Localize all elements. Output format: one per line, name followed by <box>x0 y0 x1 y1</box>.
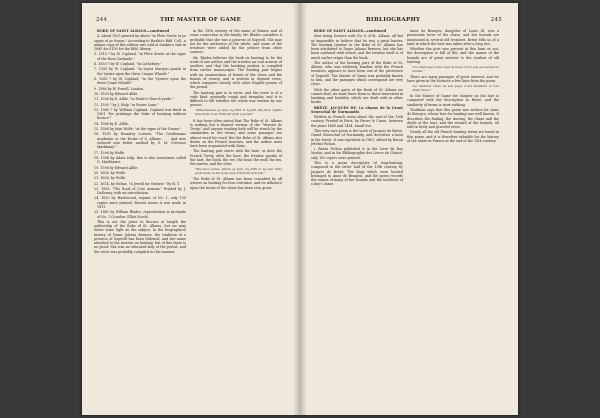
right-page <box>300 3 518 415</box>
body-paragraph: There are many passages of great interest, and we have given in the footnote a few lines from the poem. <box>407 74 499 84</box>
bibliography-entry: 19. 1596 by Edward Allde. <box>94 165 139 170</box>
body-paragraph: The Boke of St. Albans has been consulted by all writers on hunting for four centuries, and its influence upon the terms of the chase has been very great. <box>190 177 282 190</box>
body-paragraph: Written in French verse about the end of the 15th century. Printed in Paris, by Pierre le Caron, between the years 1489 and 1494. Small 8vo. <box>311 115 403 128</box>
left-page <box>82 3 300 415</box>
bibliography-entry: 10. 1595 by Edward Allde. <box>94 91 139 96</box>
verse-quote: "Wheresoever ye fare, by frith or by fell, My dere chylde take hede how Tristram doth you tell." <box>195 108 282 117</box>
bibliography-entry: 25. 1881 by William Blades, reproduction in facsimile of No. 1 (London: Elliot Stock). <box>94 210 186 219</box>
body-paragraph: Whether the poet was present at this hunt or not, the description is full of life, and the names of the hounds are of great interest to the student of old hunting. <box>407 47 499 64</box>
left-column-2 <box>190 29 282 191</box>
bibliography-entry: 11. 1596 by E. Allde, "in Paule's Church yarde." <box>94 97 174 102</box>
book-spread <box>82 3 518 415</box>
book-gutter-shadow <box>293 3 307 415</box>
verse-quote: "My dere sones, where ye fare, by frith or by fell, Take good hede in his tyme how Tristram woll tell." <box>195 166 282 175</box>
body-paragraph: Tradition says that this poem was written for Anne de Beaujeu, whose love for hunting was well known. It describes the finding, the moving, the chase and the death of the hart, and the reward of the hounds, all told in lively and graceful verse. <box>407 108 499 130</box>
bibliography-entry: 7. 1550 by W. Copland, "in Saynt Martyns parish in the Vyntre upon the three Crayne Wharfe." <box>94 67 186 76</box>
bibliography-entry: 22. 1614, by Helme. "A Jewell for Gentrie." By R. T. <box>94 181 180 186</box>
right-column-1 <box>311 29 403 188</box>
bibliography-entry: 9. 1586 by W. Powell, London. <box>94 86 145 91</box>
bibliography-entry: 16. 1595 by Humfrey Lownes, "The Gentlemans Academie or the Booke of S. Albans . . . And now reduced into better method by G. M. (Gervase Markham)." <box>94 132 186 150</box>
body-paragraph: In the Master of Game the chapter on the hart is compared with the description in Brézé, and the similarity of terms is most striking. <box>407 94 499 107</box>
bibliography-entry: 5. 1510 ? by W. Copland, "in Flete Strete at the signe of the Rose Garlande." <box>94 52 186 61</box>
bibliography-entry: 13. 1560 ? by William Copland. Copland was fined in 1561 "for printinge the boke of huntyng without licence." <box>94 107 186 121</box>
bibliography-entry: 18. 1596 by Adam Islip; this is also sometimes called G. Markham's. <box>94 155 186 165</box>
running-title: BIBLIOGRAPHY <box>366 17 421 23</box>
running-title: THE MASTER OF GAME <box>160 17 242 23</box>
body-paragraph: The author of the hunting part of the Boke of St. Albans, who was evidently familiar with the French treatises, appears to have been one of the prioresses of Sopwell. The Master of Game was probably known to him, and the passages which correspond are very close. <box>311 60 403 87</box>
body-paragraph: The hunting part is in verse, and the verse is of a rude kind, generally rough and irregular, and it is difficult to tell whether the whole was written by one person. <box>190 90 282 108</box>
right-column-2 <box>407 29 499 144</box>
bibliography-entry: 6. 1550 ? by W. Copland, "in Lothebury." <box>94 62 162 67</box>
body-paragraph: Nearly all the old French hunting terms are found in this poem, and it is therefore valuable for the history of the chase in France at the end of the 15th century. <box>407 130 499 143</box>
body-paragraph: It has been often stated that The Boke of St. Albans is nothing but a rhymed version of the "Venerie de Twety," and anyone reading both will be struck by the similarities in the terms, and some passages are almost word for word. But the Boke of St. Albans also draws on the French treatises, and the author must have been acquainted with them. <box>190 118 282 148</box>
bibliography-entry: 12. 1595 ? by J. Waly, "in Foster Lane." <box>94 102 159 107</box>
verse-quote: "Ce chien que vous voyez si beau, Il n'a pas son pareil au monde." <box>412 64 499 73</box>
bibliography-entry: 17. 1596 by Wolfe. <box>94 150 126 155</box>
section-heading: BOKE OF SAINT ALBANS—continued <box>97 29 170 33</box>
section-heading: BRÉZÉ, JACQUES DE. La chasse de la Grant Seneschal de Normandie. <box>311 105 403 114</box>
body-paragraph: 4. About 1505 printed by above "in Flete Strete at ye sygne of ye Sonne." According to Hazlitt's Bibl. Coll., a unique copy of this edition was sold at Dunkin's sale in 1880 for £100 for the Bibl. library. <box>94 34 186 52</box>
page-number: 245 <box>490 17 502 23</box>
section-heading: BOKE OF SAINT ALBANS—continued <box>314 29 387 33</box>
body-paragraph: This is a poem descriptive of stag-hunting, composed in the latter half of the 15th century by Jacques de Brézé. The dogs which were hunted belonged to Anne de Beaujeu, and the poem records the names of many of her hounds and the incidents of a day's chase. <box>311 161 403 187</box>
left-column-1 <box>94 29 186 255</box>
bibliography-entry: 14. 1586 by E. Allde. <box>94 121 129 126</box>
body-paragraph: This very rare poem is the work of Jacques de Brézé, Grand Seneschal of Normandy, and describes a hunt in the forest. It was reprinted in 1861, edited by Baron Jérôme Pichon. <box>311 129 403 146</box>
page-number: 244 <box>96 17 108 23</box>
body-paragraph: Anne de Beaujeu, daughter of Louis XI, was a passionate lover of the chase, and her hounds are mentioned in several old treatises. Brézé tells us of a hunt in which the hart was taken after a long run. <box>407 29 499 46</box>
body-paragraph: then doing Science with No. 8 of St. Albans, all but as impossible to believe that he was a great hunter. The hunting treatise in the Boke of St. Albans has been attributed to Dame Juliana Berners, but she has been confused with others, and the treatise itself is of much earlier origin than the book. <box>311 34 403 60</box>
body-paragraph: The hunting part starts with the hare, as does the French Twety, after the hare, the treatise speaks of the hart, the buck, the roe, the boar, the wolf, the fox, the martin, and the otter. <box>190 149 282 167</box>
body-paragraph: i. Baron Pichon published it in the Livre du Roy Modus, and in his Bibliographie des Livres de Chasse, only 100 copies were printed. <box>311 147 403 160</box>
bibliography-entry: 8. 1560 ? by W. Copland, "in the Vyntree upon the three Crane Wharfe." <box>94 76 186 86</box>
body-paragraph: With the other parts of the Book of St. Albans we cannot deal; we must leave them to those interested in hawking and heraldry, which are dealt with in other books. <box>311 87 403 105</box>
bibliography-entry: 20. 1600, by Wolfe. <box>94 170 127 175</box>
bibliography-entry: 23. 1595. "The Book of Cote Armour." Printed by J. Dalloway, with an introduction. <box>94 186 186 196</box>
verse-quote: "Le meilleur chien de son pays, C'est Souillart, le bon chien blanc." <box>412 83 499 92</box>
body-paragraph: Mr. Blades believes the book on hunting to be the work of one author, and the treatise on coat armour of another, and that the hawking portion is compiled from earlier manuscripts. The hunting part begins with an enumeration of beasts of the chase and the beasts of venery, and is written in rhymed verse, which compares closely with other English poems of the period. <box>190 55 282 90</box>
bibliography-entry: 15. 1586 by John Wolfe, "at the signe of the Gunne." <box>94 127 182 132</box>
body-paragraph: in the 15th century of the name of Barnes and of some connection to the family. Mr. Blades considers it probable that she was a prioress of Sopwell. She may not be the authoress of the whole, and some of the treatises were added by the printer from other sources. <box>190 29 282 55</box>
body-paragraph: This is not the place to discuss at length the authorship of the Boke of St. Albans, but we may throw some light on the subject. In the biographical history of Dame Juliana Berners, the tradition of a prioress of Sopwell has been followed, and her name attached to the treatise on hunting, but of this there is no proof. She was an educated lady of the period, and the verse was probably compiled in this manner. <box>94 219 186 254</box>
bibliography-entry: 24. 1810 by Haslewood, reprint of No. 1, only 150 copies were printed. Recent issues it was made in 1811. <box>94 196 186 209</box>
bibliography-entry: 21. 1606, by Wolfe. <box>94 176 127 181</box>
